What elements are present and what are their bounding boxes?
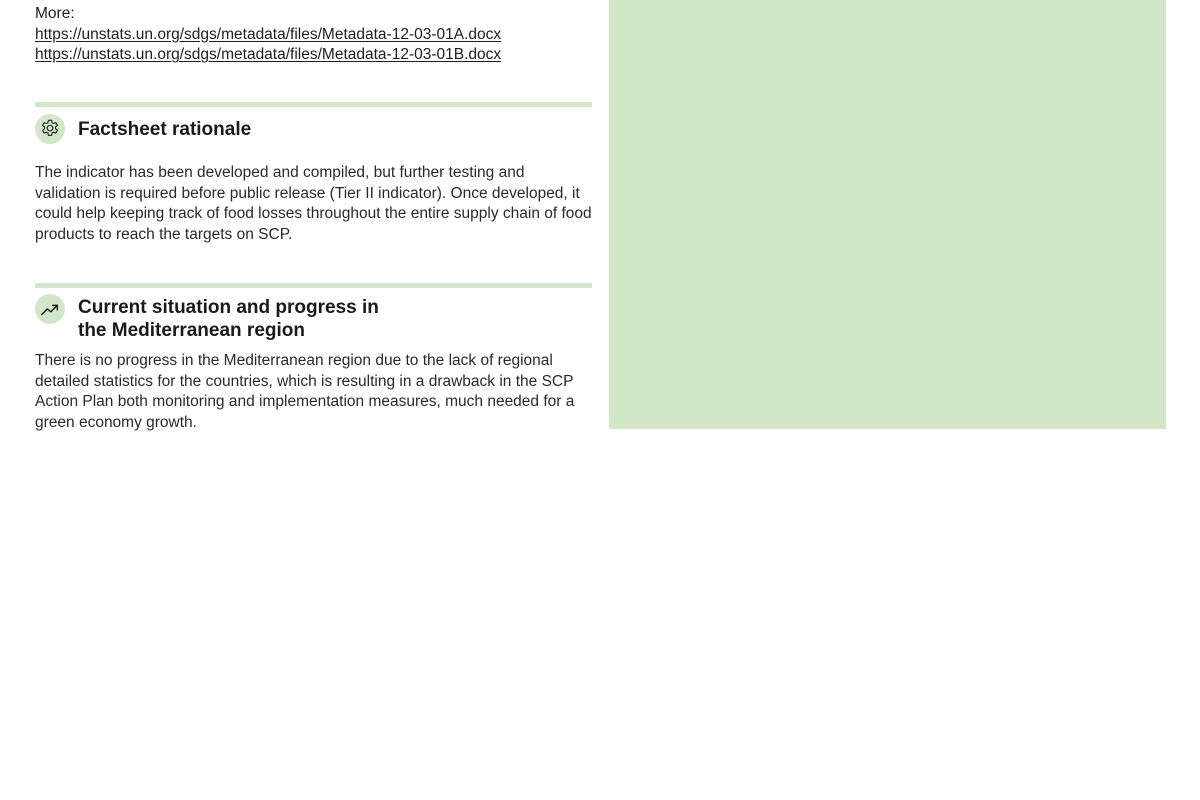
rationale-header [35,114,251,144]
progress-header [35,294,379,342]
section-divider [35,283,592,288]
progress-title-line2: the Mediterranean region [78,320,305,341]
metadata-link-b[interactable]: https://unstats.un.org/sdgs/metadata/files/Metadata-12-03-01B.docx [35,46,502,63]
rationale-body: The indicator has been developed and compiled, but further testing and validation is required before public release (Tier II indicator). Once developed, it could help keeping track of food losses throughout the entire supply chain of food products to reach the targets on SCP. [35,164,592,243]
green-sidebar-panel [609,0,1166,429]
trend-up-icon [35,294,65,324]
more-links-block [35,4,501,66]
progress-title-line1: Current situation and progress in [78,297,379,318]
section-divider [35,102,592,107]
progress-body: There is no progress in the Mediterranean region due to the lack of regional detailed statistics for the countries, which is resulting in a drawback in the SCP Action Plan both monitoring and implementation measures, much needed for a green economy growth. [35,352,575,431]
more-label: More: [35,5,75,22]
metadata-link-a[interactable]: https://unstats.un.org/sdgs/metadata/files/Metadata-12-03-01A.docx [35,25,502,43]
gear-icon [35,114,65,144]
progress-title [78,296,379,342]
rationale-title: Factsheet rationale [78,119,252,140]
